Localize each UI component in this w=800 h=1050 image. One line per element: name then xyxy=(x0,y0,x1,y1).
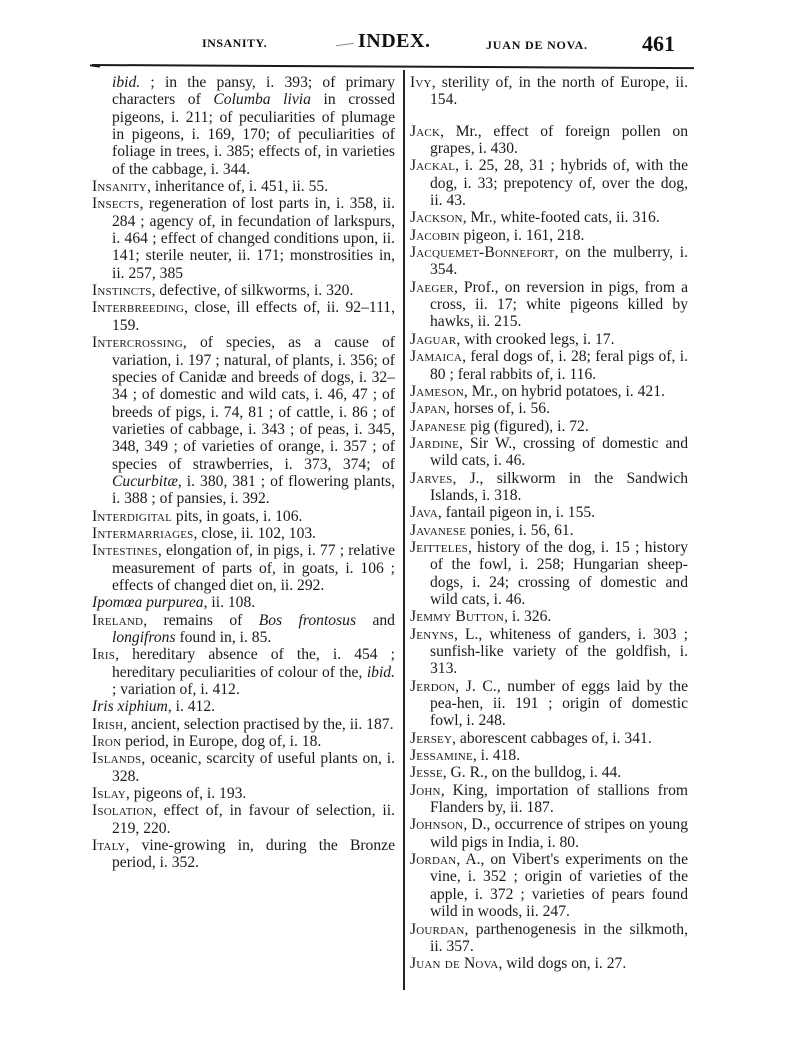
entry-heading: Johnson xyxy=(410,816,464,834)
entry-text: , remains of xyxy=(143,611,259,629)
entry-text: , D., occurrence of stripes on young wild pigs in India, i. 80. xyxy=(430,816,688,851)
index-entry xyxy=(410,626,688,678)
entry-text: , defective, of silkworms, i. 320. xyxy=(151,282,354,300)
index-entry xyxy=(410,244,688,279)
header-rule-hook xyxy=(90,64,100,67)
entry-heading: Jarves xyxy=(410,469,453,487)
index-entry xyxy=(92,334,395,507)
entry-heading: Insects xyxy=(92,195,140,213)
index-entry xyxy=(410,782,688,817)
index-entry xyxy=(410,470,688,505)
entry-text: ponies, i. 56, 61. xyxy=(466,521,574,539)
index-entry xyxy=(410,764,688,781)
column-divider xyxy=(403,70,405,990)
entry-heading: Interbreeding xyxy=(92,299,185,317)
index-entry xyxy=(92,612,395,647)
index-entry xyxy=(410,921,688,956)
index-entry xyxy=(410,851,688,920)
italic-term: ibid. xyxy=(112,74,141,91)
index-entry xyxy=(92,282,395,299)
entry-heading: Jacquemet-Bonnefort xyxy=(410,244,555,262)
entry-text: , on the mulberry, i. 354. xyxy=(430,244,688,279)
entry-text: , Prof., on reversion in pigs, from a cross, ii. 17; white pigeons killed by hawks, ii. 215. xyxy=(430,278,688,331)
entry-text: , i. 326. xyxy=(504,608,552,626)
entry-text: , L., whiteness of ganders, i. 303 ; sunfish-like variety of the goldfish, i. 313. xyxy=(430,625,688,678)
entry-heading: Irish xyxy=(92,715,124,733)
entry-text: , G. R., on the bulldog, i. 44. xyxy=(442,764,622,782)
entry-heading: Jardine xyxy=(410,434,460,452)
entry-text: , of species, as a cause of variation, i. 197 ; natural, of plants, i. 356; of species of Canidæ and breeds of dogs, i. 32–34 ; of domestic and wild cats, i. 46, 47 ; of breeds of pigs, i. 74, 81 ; of cattle, i. 86 ; of varieties of cabbage, i. 343 ; of peas, i. 345, 348, 349 ; of varieties of orange, i. 357 ; of species of strawberries, i. 373, 374; of xyxy=(112,334,395,473)
entry-heading: Jaeger xyxy=(410,278,454,296)
entry-heading: Intercrossing xyxy=(92,334,183,352)
entry-text: pig (figured), i. 72. xyxy=(466,417,589,435)
entry-text: , King, importation of stallions from Flanders by, ii. 187. xyxy=(430,781,688,817)
entry-heading: Jourdan xyxy=(410,920,465,938)
index-entry xyxy=(410,331,688,348)
entry-text: , i. 380, 381 ; of flowering plants, i. 388 ; of pansies, i. 392. xyxy=(112,472,395,508)
index-entry xyxy=(92,195,395,282)
header-dash xyxy=(336,43,354,46)
entry-text: , ii. 108. xyxy=(203,594,256,612)
entry-text: pigeon, i. 161, 218. xyxy=(459,226,585,244)
entry-text: , i. 412. xyxy=(167,698,216,716)
entry-text: , Mr., on hybrid potatoes, i. 421. xyxy=(463,382,665,400)
entry-heading: Ivy xyxy=(410,74,432,91)
index-entry xyxy=(92,802,395,837)
index-entry xyxy=(410,227,688,244)
entry-heading: Instincts xyxy=(92,282,152,300)
entry-heading: Jacobin xyxy=(410,226,460,244)
header-rule xyxy=(92,64,694,69)
entry-heading: Javanese xyxy=(410,521,467,539)
index-entry xyxy=(410,608,688,625)
entry-heading: Jackson xyxy=(410,209,463,227)
entry-heading: Intermarriages xyxy=(92,524,194,542)
entry-text: and xyxy=(356,611,395,629)
entry-gap xyxy=(410,109,688,123)
entry-heading: Jameson xyxy=(410,382,464,400)
entry-heading: Java xyxy=(410,504,438,522)
entry-heading: Jordan xyxy=(410,851,457,869)
page-number: 461 xyxy=(642,31,675,56)
italic-term: Iris xiphium xyxy=(92,698,168,716)
entry-heading: Jersey xyxy=(410,729,453,747)
index-entry xyxy=(92,508,395,525)
entry-text: , horses of, i. 56. xyxy=(446,400,550,418)
entry-text: , inheritance of, i. 451, ii. 55. xyxy=(147,178,329,196)
entry-text: , regeneration of lost parts in, i. 358, ii. 284 ; agency of, in fecundation of larkspurs, i. 464 ; effect of changed conditions upon, ii. 141; sterile neuter, ii. 171; monstrosities in, ii. 257, 385 xyxy=(112,195,395,282)
index-entry xyxy=(92,750,395,785)
entry-text: , parthenogenesis in the silkmoth, ii. 357. xyxy=(430,920,688,955)
index-entry xyxy=(410,74,688,109)
index-entry xyxy=(92,594,395,611)
index-entry xyxy=(92,733,395,750)
entry-text: , ancient, selection practised by the, ii. 187. xyxy=(123,715,394,733)
index-entry-continued xyxy=(92,74,395,178)
entry-text: , Mr., effect of foreign pollen on grapes, i. 430. xyxy=(430,122,688,158)
entry-text: , wild dogs on, i. 27. xyxy=(498,955,627,973)
italic-term: longifrons xyxy=(112,629,176,646)
entry-text: , J. C., number of eggs laid by the pea-hen, ii. 191 ; origin of domestic fowl, i. 248. xyxy=(430,677,688,730)
entry-heading: Japanese xyxy=(410,417,467,435)
entry-text: , i. 418. xyxy=(472,747,521,765)
entry-text: , sterility of, in the north of Europe, ii. 154. xyxy=(430,74,688,109)
index-entry xyxy=(410,157,688,209)
index-column-right xyxy=(410,74,688,973)
entry-heading: Isolation xyxy=(92,802,153,820)
page-title: INDEX. xyxy=(358,30,431,52)
index-entry xyxy=(410,123,688,158)
entry-text: , fantail pigeon in, i. 155. xyxy=(437,504,596,522)
entry-text: , with crooked legs, i. 17. xyxy=(456,330,615,348)
running-head-right: JUAN DE NOVA. xyxy=(486,38,588,52)
index-entry xyxy=(92,785,395,802)
index-entry xyxy=(410,279,688,331)
entry-heading: Interdigital xyxy=(92,507,173,525)
entry-text: , i. 25, 28, 31 ; hybrids of, with the dog, i. 33; prepotency of, over the dog, ii. 43. xyxy=(430,157,688,210)
entry-heading: Italy xyxy=(92,837,126,855)
entry-text: , oceanic, scarcity of useful plants on, i. 328. xyxy=(112,750,395,785)
italic-term: ibid. xyxy=(366,663,395,681)
index-entry xyxy=(410,348,688,383)
index-entry xyxy=(410,678,688,730)
entry-text: , A., on Vibert's experiments on the vine, i. 352 ; origin of varieties of the apple, i. 372 ; varieties of pears found wild in woods, ii. 247. xyxy=(430,851,688,921)
italic-term: Bos frontosus xyxy=(258,611,357,629)
index-entry xyxy=(92,299,395,334)
entry-text: , feral dogs of, i. 28; feral pigs of, i. 80 ; feral rabbits of, i. 116. xyxy=(430,348,688,383)
entry-heading: Juan de Nova xyxy=(410,955,499,973)
index-entry xyxy=(92,698,395,715)
index-entry xyxy=(410,955,688,972)
entry-text: ; variation of, i. 412. xyxy=(112,681,240,699)
entry-text: , vine-growing in, during the Bronze period, i. 352. xyxy=(112,837,395,872)
entry-text: , history of the dog, i. 15 ; history of the fowl, i. 258; Hungarian sheep-dogs, i. 24; crossing of domestic and wild cats, i. 46. xyxy=(430,538,688,608)
index-entry xyxy=(92,716,395,733)
index-entry xyxy=(410,522,688,539)
italic-term: Columba livia xyxy=(213,91,311,109)
entry-text: period, in Europe, dog of, i. 18. xyxy=(121,733,322,751)
entry-text: , hereditary absence of the, i. 454 ; hereditary peculiarities of colour of the, xyxy=(112,646,395,681)
entry-text: , Sir W., crossing of domestic and wild cats, i. 46. xyxy=(430,434,688,470)
index-entry xyxy=(92,837,395,872)
index-entry xyxy=(410,435,688,470)
entry-heading: Jerdon xyxy=(410,677,456,695)
running-head-left: INSANITY. xyxy=(202,36,268,50)
index-entry xyxy=(410,504,688,521)
entry-heading: Jemmy Button xyxy=(410,608,505,626)
entry-text: , effect of, in favour of selection, ii. 219, 220. xyxy=(112,802,395,837)
index-entry xyxy=(410,400,688,417)
index-entry xyxy=(410,418,688,435)
index-entry xyxy=(410,730,688,747)
entry-text: , aborescent cabbages of, i. 341. xyxy=(452,729,652,747)
entry-heading: Jaguar xyxy=(410,330,457,348)
entry-text: , close, ill effects of, ii. 92–111, 159. xyxy=(112,299,395,334)
entry-heading: Japan xyxy=(410,400,447,418)
entry-heading: Jack xyxy=(410,122,441,140)
index-entry xyxy=(410,383,688,400)
entry-text: , close, ii. 102, 103. xyxy=(193,524,317,542)
index-entry xyxy=(92,542,395,594)
entry-text: , Mr., white-footed cats, ii. 316. xyxy=(462,209,660,227)
index-entry xyxy=(92,178,395,195)
entry-text: in crossed pigeons, i. 211; of peculiarities of plumage in pigeons, i. 169, 170; of peculiarities of foliage in trees, i. 385; effects of, in varieties of the cabbage, i. 344. xyxy=(112,91,395,178)
entry-heading: Islands xyxy=(92,750,142,768)
entry-text: , J., silkworm in the Sandwich Islands, i. 318. xyxy=(430,469,688,504)
entry-heading: Jeitteles xyxy=(410,538,468,556)
entry-heading: Iris xyxy=(92,646,116,664)
index-entry xyxy=(410,816,688,851)
index-entry xyxy=(410,747,688,764)
entry-heading: Insanity xyxy=(92,178,148,196)
index-column-left xyxy=(92,74,395,872)
entry-text: ; in the pansy, i. 393; of primary characters of xyxy=(112,74,395,109)
entry-heading: Islay xyxy=(92,785,126,803)
entry-text: found in, i. 85. xyxy=(175,629,272,646)
entry-heading: Iron xyxy=(92,733,122,751)
entry-text: , pigeons of, i. 193. xyxy=(125,785,247,803)
entry-heading: Jenyns xyxy=(410,625,454,643)
index-entry xyxy=(92,525,395,542)
index-entry xyxy=(92,646,395,698)
entry-heading: John xyxy=(410,781,441,799)
italic-term: Ipomœa purpurea xyxy=(92,594,204,612)
index-entry xyxy=(410,539,688,608)
entry-heading: Ireland xyxy=(92,611,144,629)
entry-heading: Jackal xyxy=(410,157,456,175)
entry-text: pits, in goats, i. 106. xyxy=(172,507,303,525)
entry-heading: Jessamine xyxy=(410,747,473,765)
entry-heading: Intestines xyxy=(92,542,158,560)
entry-heading: Jamaica xyxy=(410,348,463,366)
entry-text: , elongation of, in pigs, i. 77 ; relative measurement of parts of, in goats, i. 106 ; effects of changed diet on, ii. 292. xyxy=(112,542,395,594)
entry-heading: Jesse xyxy=(410,764,443,782)
italic-term: Cucurbitæ xyxy=(112,472,178,490)
index-entry xyxy=(410,209,688,226)
